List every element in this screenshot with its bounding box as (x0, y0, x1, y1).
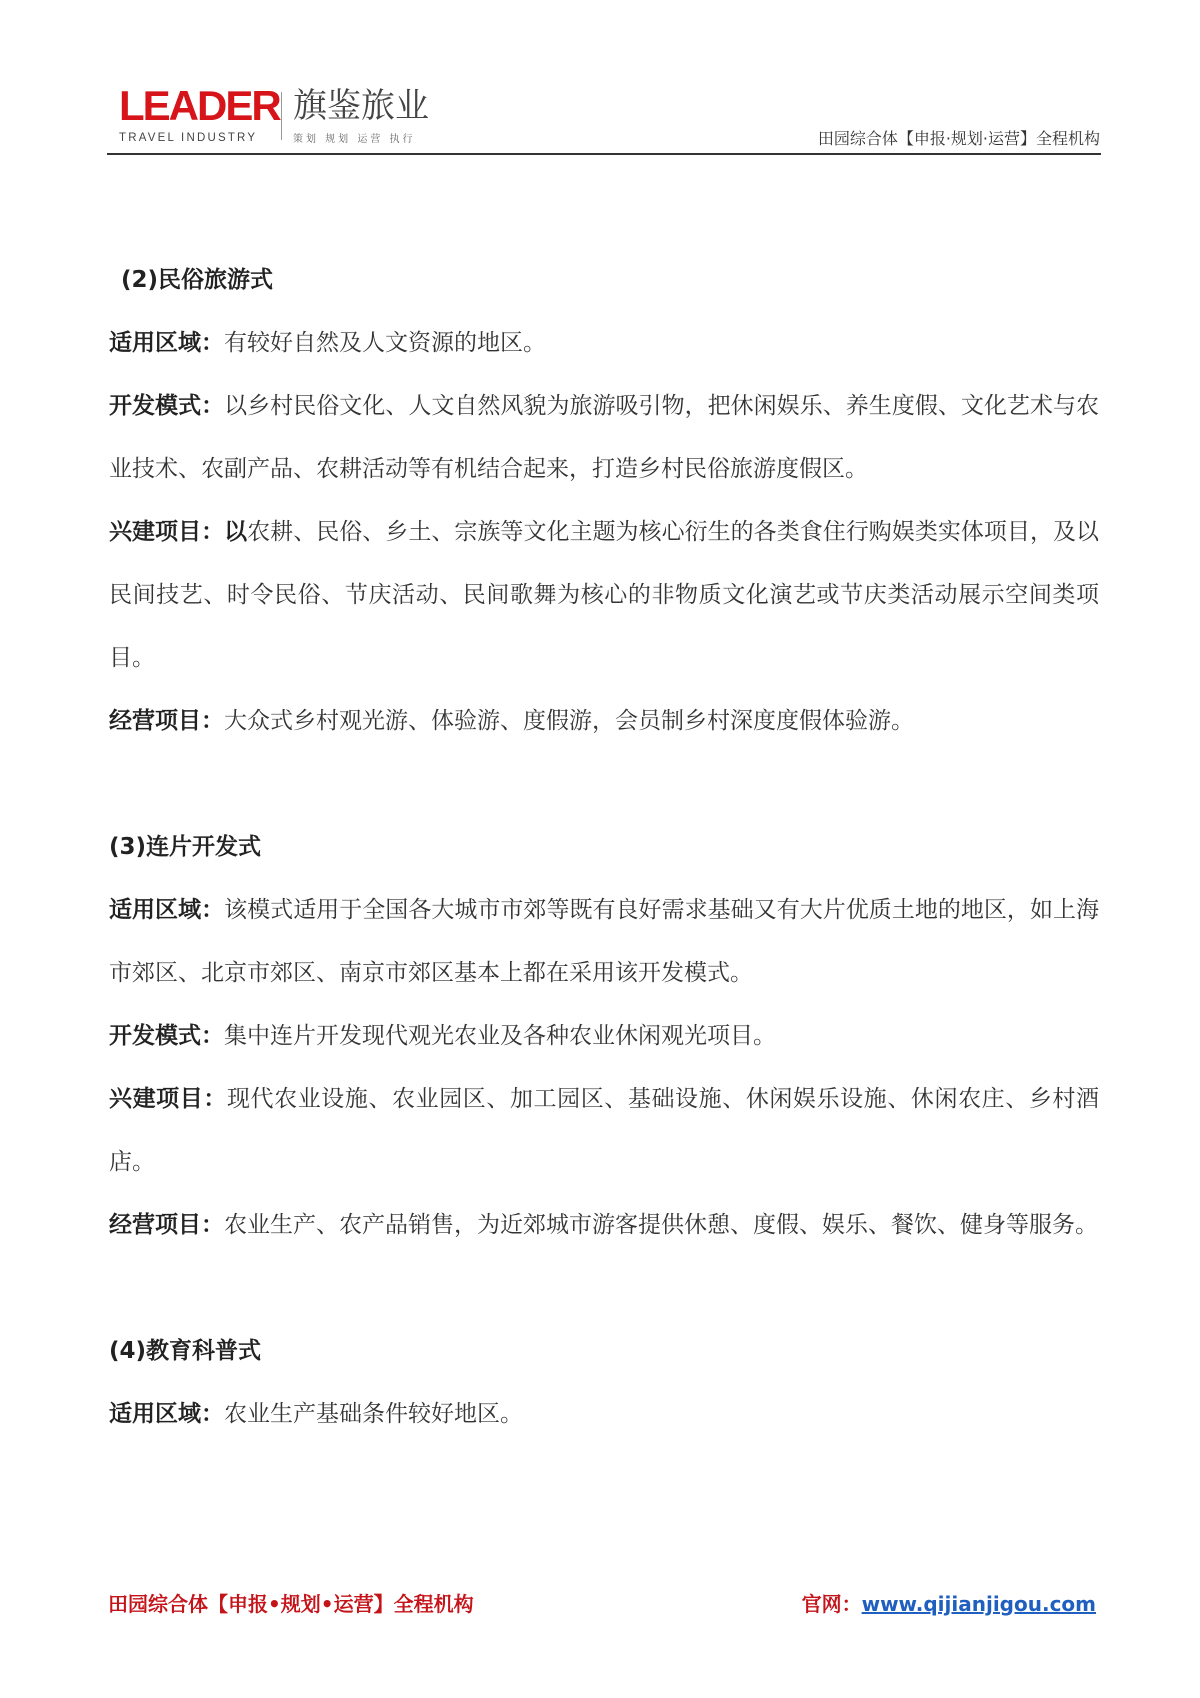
paragraph-label: 经营项目： (109, 1212, 224, 1238)
leader-logo (119, 84, 280, 144)
paragraph-label: 开发模式： (109, 393, 225, 419)
paragraph-text: 农耕、民俗、乡土、宗族等文化主题为核心衍生的各类食住行购娱类实体项目，及以民间技艺、时令民俗、节庆活动、民间歌舞为核心的非物质文化演艺或节庆类活动展示空间类项目。 (109, 519, 1100, 671)
footer-tagline: 田园综合体【申报•规划•运营】全程机构 (108, 1592, 474, 1616)
section-heading: (4)教育科普式 (109, 1338, 262, 1364)
paragraph (109, 1005, 1099, 1068)
footer-website (802, 1588, 1096, 1617)
paragraph-label: 兴建项目：以 (109, 519, 248, 545)
paragraph-label: 开发模式： (109, 1023, 224, 1049)
header-divider (107, 153, 1101, 155)
logo-chinese (293, 84, 429, 145)
logo-wordmark: LEADER (119, 82, 280, 129)
spacer (109, 1257, 1099, 1320)
paragraph-text: 该模式适用于全国各大城市市郊等既有良好需求基础又有大片优质土地的地区，如上海市郊区、北京市郊区、南京市郊区基本上都在采用该开发模式。 (109, 897, 1100, 986)
header-tagline: 田园综合体【申报·规划·运营】全程机构 (817, 129, 1100, 148)
paragraph-label: 适用区域： (109, 330, 224, 356)
paragraph-text: 集中连片开发现代观光农业及各种农业休闲观光项目。 (224, 1023, 776, 1049)
document-body (109, 249, 1099, 1446)
paragraph (109, 879, 1099, 1005)
website-label: 官网： (801, 1592, 862, 1616)
section-heading: (2)民俗旅游式 (121, 267, 274, 293)
logo-chinese-name: 旗鉴旅业 (293, 86, 429, 126)
paragraph (109, 312, 1099, 375)
paragraph-label: 适用区域： (109, 897, 225, 923)
paragraph-text: 农业生产基础条件较好地区。 (224, 1401, 523, 1427)
paragraph (109, 690, 1099, 753)
paragraph (109, 1383, 1099, 1446)
spacer (109, 753, 1099, 816)
paragraph-label: 兴建项目： (109, 1086, 227, 1112)
logo-subtitle: TRAVEL INDUSTRY (119, 132, 258, 144)
paragraph-text: 农业生产、农产品销售，为近郊城市游客提供休憩、度假、娱乐、餐饮、健身等服务。 (224, 1212, 1098, 1238)
paragraph-text: 现代农业设施、农业园区、加工园区、基础设施、休闲娱乐设施、休闲农庄、乡村酒店。 (109, 1086, 1100, 1175)
website-link[interactable]: www.qijianjigou.com (861, 1592, 1096, 1616)
paragraph-text: 大众式乡村观光游、体验游、度假游，会员制乡村深度度假体验游。 (224, 708, 914, 734)
section-heading: (3)连片开发式 (109, 834, 262, 860)
paragraph-text: 以乡村民俗文化、人文自然风貌为旅游吸引物，把休闲娱乐、养生度假、文化艺术与农业技术、农副产品、农耕活动等有机结合起来，打造乡村民俗旅游度假区。 (109, 393, 1100, 482)
paragraph-text: 有较好自然及人文资源的地区。 (224, 330, 546, 356)
logo-chinese-subtitle: 策划 规划 运营 执行 (293, 134, 416, 145)
logo-divider (281, 92, 282, 140)
paragraph (109, 375, 1099, 501)
paragraph-label: 经营项目： (109, 708, 224, 734)
paragraph (109, 1068, 1099, 1194)
paragraph-label: 适用区域： (109, 1401, 224, 1427)
paragraph (109, 501, 1099, 690)
paragraph (109, 1194, 1099, 1257)
